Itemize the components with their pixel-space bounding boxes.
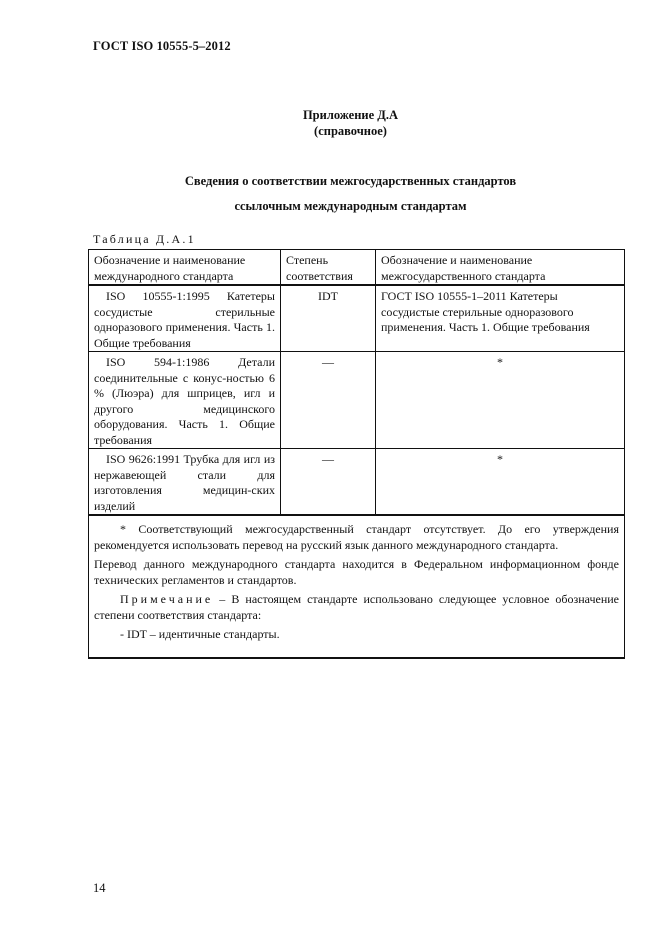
table-caption: Таблица Д.А.1 [93,232,196,246]
column-header-interstate: Обозначение и наименование межгосударственного стандарта [376,250,625,286]
table-footer-cell [89,515,625,658]
correspondence-table [88,249,625,659]
degree-cell: IDT [281,285,376,352]
section-heading-line-1: Сведения о соответствии межгосударственных стандартов [184,174,517,188]
international-standard-cell: ISO 594-1:1986 Детали соединительные с конус-ностью 6 % (Люэра) для шприцев, игл и другого медицинского оборудования. Часть 1. Общие требования [89,352,281,449]
column-header-international: Обозначение и наименование международного стандарта [89,250,281,286]
interstate-standard-cell: ГОСТ ISO 10555-1–2011 Катетеры сосудистые стерильные одноразового применения. Часть 1. Общие требования [376,285,625,352]
appendix-subtitle: (справочное) [314,124,387,138]
international-standard-cell: ISO 9626:1991 Трубка для игл из нержавеющей стали для изготовления медицин-ских изделий [89,449,281,516]
section-heading [0,169,661,219]
interstate-standard-cell: * [376,449,625,516]
page-number: 14 [93,881,106,895]
table-row [89,449,625,516]
degree-cell: — [281,449,376,516]
column-header-degree: Степень соответствия [281,250,376,286]
footnote-text: * Соответствующий межгосударственный стандарт отсутствует. До его утверждения рекомендуется использовать перевод на русский язык данного международного стандарта. [94,522,619,552]
table-row [89,285,625,352]
translation-note-text: Перевод данного международного стандарта находится в Федеральном информационном фонде технических регламентов и стандартов. [94,557,619,587]
note-text: – В настоящем стандарте использовано следующее условное обозначение степени соответствия стандарта: [94,592,619,622]
document-header: ГОСТ ISO 10555-5–2012 [93,39,231,53]
table-footer-row [89,515,625,658]
section-heading-line-2: ссылочным международным стандартам [234,199,467,213]
table-header-row [89,250,625,286]
note-paragraph [94,592,619,623]
appendix-title-block [0,107,661,139]
legend-item: - IDT – идентичные стандарты. [120,627,280,641]
table-row [89,352,625,449]
international-standard-cell: ISO 10555-1:1995 Катетеры сосудистые стерильные одноразового применения. Часть 1. Общие требования [89,285,281,352]
appendix-title: Приложение Д.А [302,108,399,122]
interstate-standard-cell: * [376,352,625,449]
note-label: Примечание [120,592,214,606]
degree-cell: — [281,352,376,449]
